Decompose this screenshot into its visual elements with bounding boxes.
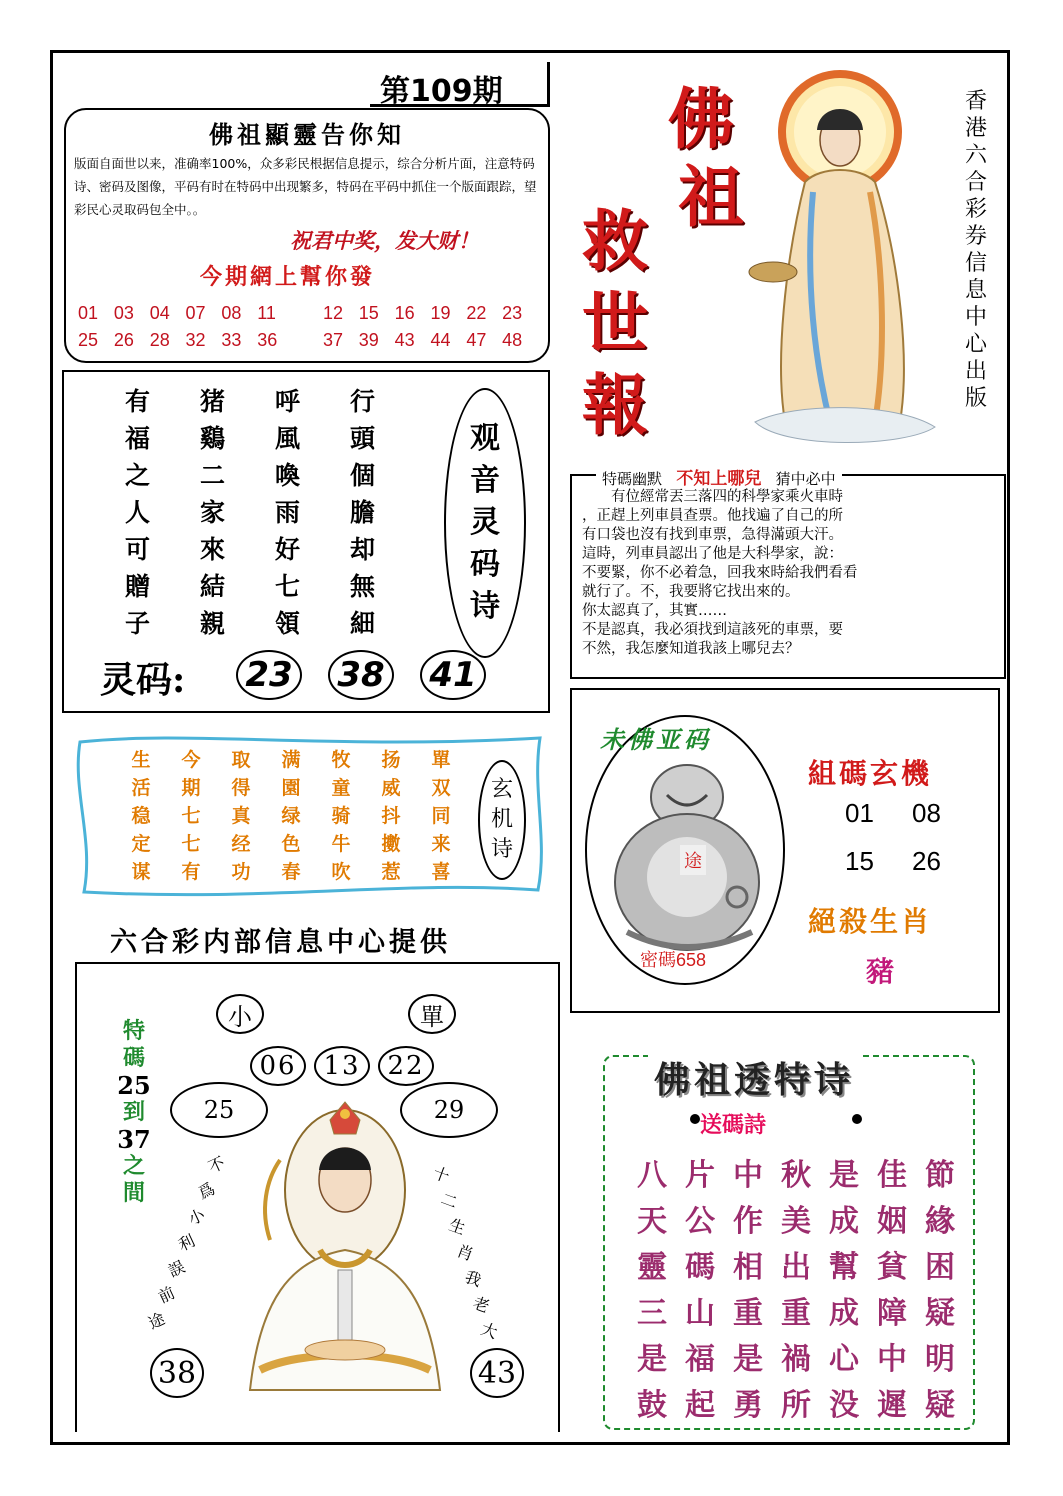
parity-oval: 單 xyxy=(408,994,456,1034)
publisher-char: 六 xyxy=(964,143,987,168)
number: 15 xyxy=(358,303,379,323)
poem-char: 天 xyxy=(637,1204,667,1239)
poem-char: 有 xyxy=(181,861,201,883)
bullet-icon xyxy=(690,1114,700,1124)
poem-char: 猪 xyxy=(199,387,225,416)
poem-char: 却 xyxy=(349,535,375,564)
poem-char: 成 xyxy=(829,1204,859,1239)
humor-line: 這時，列車員認出了他是大科學家，說： xyxy=(582,546,843,562)
poem-char: 靈 xyxy=(637,1250,667,1285)
masthead-line1 xyxy=(668,80,744,236)
poem-char: 家 xyxy=(199,498,225,527)
humor-title: 不知上哪兒 xyxy=(676,469,762,489)
phrase-char: 生 xyxy=(446,1215,468,1239)
poem-char: 惹 xyxy=(381,861,401,883)
phrase-char: 大 xyxy=(478,1319,500,1343)
phrase-char: 誤 xyxy=(165,1256,188,1281)
special-number: 43 xyxy=(470,1348,524,1398)
special-char: 到 xyxy=(122,1099,145,1125)
poem-char: 经 xyxy=(231,833,251,855)
special-range-start: 25 xyxy=(117,1071,151,1100)
label-char: 音 xyxy=(470,463,500,498)
poem-char: 領 xyxy=(274,609,300,638)
poem-char: 取 xyxy=(231,749,251,771)
number: 08 xyxy=(221,303,242,323)
number-row-2 xyxy=(78,330,538,351)
lingma-number: 23 xyxy=(236,650,302,700)
phrase-char: 爲 xyxy=(195,1178,218,1203)
phrase-char: 肖 xyxy=(454,1241,476,1265)
masthead-char: 世 xyxy=(582,284,648,362)
publisher-char: 中 xyxy=(964,305,987,330)
phrase-char: 不 xyxy=(205,1152,228,1177)
poem-char: 呼 xyxy=(274,387,300,416)
poem-char: 功 xyxy=(231,861,251,883)
label-char: 诗 xyxy=(490,837,513,862)
publisher-char: 香 xyxy=(964,89,987,114)
poem-char: 威 xyxy=(381,777,401,799)
phrase-char: 老 xyxy=(470,1293,492,1317)
poem-char: 来 xyxy=(431,833,451,855)
number: 25 xyxy=(78,330,99,350)
poem-char: 禍 xyxy=(781,1342,811,1377)
poem-char: 二 xyxy=(199,461,225,490)
label-char: 灵 xyxy=(470,505,500,540)
poem-char: 子 xyxy=(124,609,150,638)
number: 28 xyxy=(149,330,170,350)
poem-char: 谋 xyxy=(131,861,151,883)
buddha-stamp: 途 xyxy=(680,845,706,875)
poem-char: 出 xyxy=(781,1250,811,1285)
combo-title: 組碼玄機 xyxy=(808,757,933,790)
masthead-char: 祖 xyxy=(678,158,744,236)
publisher-char: 合 xyxy=(964,170,987,195)
poem-char: 美 xyxy=(781,1204,811,1239)
poem-char: 人 xyxy=(124,498,150,527)
poem-char: 期 xyxy=(181,777,201,799)
song-subtitle: 送碼詩 xyxy=(700,1112,767,1138)
lingma-label: 灵码: xyxy=(100,659,186,701)
poem-char: 成 xyxy=(829,1296,859,1331)
poem-char: 中 xyxy=(733,1158,763,1193)
poem-char: 有 xyxy=(124,387,150,416)
label-char: 码 xyxy=(470,547,500,582)
xuanji-poem-label xyxy=(478,760,526,880)
guanyin-standing-illustration xyxy=(735,62,950,452)
poem-char: 明 xyxy=(925,1342,955,1377)
poem-char: 是 xyxy=(733,1342,763,1377)
poem-char: 重 xyxy=(733,1296,763,1331)
publisher-char: 版 xyxy=(964,386,987,411)
poem-char: 作 xyxy=(733,1204,763,1239)
right-vertical-phrase xyxy=(430,1165,498,1347)
poem-char: 稳 xyxy=(131,805,151,827)
number: 43 xyxy=(394,330,415,350)
poem-char: 七 xyxy=(181,805,201,827)
poem-char: 結 xyxy=(199,572,225,601)
song-title: 佛祖透特诗 xyxy=(648,1052,860,1103)
poem-char: 福 xyxy=(685,1342,715,1377)
poem-char: 細 xyxy=(349,609,375,638)
poem-char: 佳 xyxy=(877,1158,907,1193)
poem-char: 節 xyxy=(925,1158,955,1193)
special-char: 間 xyxy=(122,1180,145,1206)
poem-char: 親 xyxy=(199,609,225,638)
notice-body: 版面自面世以来，准确率100%，众多彩民根据信息提示，综合分析片面，注意特码诗、密码及图像，平码有时在特码中出现繁多，特码在平码中抓住一个版面跟踪，望彩民心灵取码包全中。。 xyxy=(74,156,537,217)
label-char: 诗 xyxy=(470,589,500,624)
phrase-char: 前 xyxy=(155,1282,178,1307)
combo-number: 08 xyxy=(912,798,941,828)
label-char: 玄 xyxy=(490,777,513,802)
poem-char: 單 xyxy=(431,749,451,771)
number: 33 xyxy=(221,330,242,350)
poem-char: 是 xyxy=(829,1158,859,1193)
poem-char: 八 xyxy=(637,1158,667,1193)
poem-char: 牛 xyxy=(331,833,351,855)
poem-char: 公 xyxy=(685,1204,715,1239)
publisher-char: 券 xyxy=(964,224,987,249)
number: 48 xyxy=(502,330,523,350)
poem-char: 園 xyxy=(281,777,301,799)
number: 04 xyxy=(149,303,170,323)
poem-char: 中 xyxy=(877,1342,907,1377)
net-title: 今期網上幫你發 xyxy=(200,264,376,290)
poem-char: 童 xyxy=(331,777,351,799)
poem-char: 没 xyxy=(829,1388,859,1423)
number: 37 xyxy=(322,330,343,350)
phrase-char: 二 xyxy=(438,1189,460,1213)
publisher-char: 彩 xyxy=(964,197,987,222)
special-number: 06 xyxy=(250,1046,306,1086)
poem-char: 心 xyxy=(829,1342,859,1377)
poem-char: 定 xyxy=(131,833,151,855)
poem-char: 三 xyxy=(637,1296,667,1331)
special-number: 13 xyxy=(314,1046,370,1086)
poem-char: 是 xyxy=(637,1342,667,1377)
xuanji-poem-grid xyxy=(116,745,466,885)
poem-char: 片 xyxy=(685,1158,715,1193)
publisher-char: 心 xyxy=(964,332,987,357)
poem-char: 重 xyxy=(781,1296,811,1331)
combo-number: 15 xyxy=(845,846,874,876)
poem-char: 疑 xyxy=(925,1388,955,1423)
combo-number: 01 xyxy=(845,798,874,828)
poem-char: 障 xyxy=(877,1296,907,1331)
poem-char: 雨 xyxy=(274,498,300,527)
poem-char: 骑 xyxy=(331,805,351,827)
poem-char: 好 xyxy=(274,535,300,564)
poem-char: 同 xyxy=(431,805,451,827)
poem-char: 膽 xyxy=(349,498,375,527)
number: 01 xyxy=(78,303,99,323)
number: 47 xyxy=(466,330,487,350)
phrase-char: 我 xyxy=(462,1267,484,1291)
humor-line: 不是認真，我必須找到這該死的車票，要 xyxy=(582,622,843,638)
poem-char: 姻 xyxy=(877,1204,907,1239)
masthead-char: 報 xyxy=(582,366,648,444)
publisher-char: 港 xyxy=(964,116,987,141)
masthead-char: 救 xyxy=(582,202,648,280)
poem-char: 七 xyxy=(274,572,300,601)
combo-number: 26 xyxy=(912,846,941,876)
number: 16 xyxy=(394,303,415,323)
humor-line: 不要緊，你不必着急，回我來時給我們看看 xyxy=(582,565,858,581)
poem-char: 双 xyxy=(431,777,451,799)
size-oval: 小 xyxy=(216,994,264,1034)
poem-char: 貧 xyxy=(877,1250,907,1285)
poem-char: 山 xyxy=(685,1296,715,1331)
poem-char: 疑 xyxy=(925,1296,955,1331)
wish-text: 祝君中奖，发大财！ xyxy=(290,229,479,253)
poem-char: 鼓 xyxy=(637,1388,667,1423)
special-range-end: 37 xyxy=(117,1125,151,1154)
issue-number: 第109期 xyxy=(380,74,503,109)
humor-line: 就行了。不，我要將它找出來的。 xyxy=(582,584,800,600)
mima-text: 密碼658 xyxy=(640,950,707,970)
buddha-caption: 未佛亚码 xyxy=(600,725,712,754)
masthead-line2 xyxy=(582,200,648,446)
label-char: 观 xyxy=(470,421,500,456)
special-number: 22 xyxy=(378,1046,434,1086)
number-row-1 xyxy=(78,303,538,324)
phrase-char: 小 xyxy=(185,1204,208,1229)
number: 26 xyxy=(113,330,134,350)
poem-char: 今 xyxy=(181,749,201,771)
special-char: 之 xyxy=(122,1153,145,1179)
poem-char: 遲 xyxy=(877,1388,907,1423)
label-char: 机 xyxy=(490,807,513,832)
poem-char: 色 xyxy=(281,833,301,855)
guanyin-seated-illustration xyxy=(230,1100,460,1400)
bullet-icon xyxy=(852,1114,862,1124)
poem-char: 七 xyxy=(181,833,201,855)
poem-char: 起 xyxy=(685,1388,715,1423)
phrase-char: 利 xyxy=(175,1230,198,1255)
special-range-vertical xyxy=(112,1018,156,1207)
number: 36 xyxy=(257,330,278,350)
number: 44 xyxy=(430,330,451,350)
humor-label: 特碼幽默 xyxy=(602,470,663,488)
poem-char: 勇 xyxy=(733,1388,763,1423)
publisher-char: 出 xyxy=(964,359,987,384)
humor-line: 不然，我怎麼知道我該上哪兒去？ xyxy=(582,641,800,657)
special-char: 碼 xyxy=(122,1045,145,1071)
poem-char: 所 xyxy=(781,1388,811,1423)
humor-body xyxy=(582,488,998,659)
guanyin-poem-label xyxy=(444,388,526,658)
number: 22 xyxy=(466,303,487,323)
humor-header xyxy=(596,464,842,489)
poem-char: 活 xyxy=(131,777,151,799)
humor-line: 你太認真了，其實…… xyxy=(582,603,727,619)
kill-zodiac-title: 絕殺生肖 xyxy=(808,905,933,938)
phrase-char: 途 xyxy=(145,1308,168,1333)
poem-char: 抖 xyxy=(381,805,401,827)
kill-zodiac-value: 豬 xyxy=(866,955,895,988)
poem-char: 绿 xyxy=(281,805,301,827)
poem-char: 可 xyxy=(124,535,150,564)
poem-char: 春 xyxy=(281,861,301,883)
number: 23 xyxy=(502,303,523,323)
poem-char: 贈 xyxy=(124,572,150,601)
poem-char: 扬 xyxy=(381,749,401,771)
humor-line: 有口袋也沒有找到車票，急得滿頭大汗。 xyxy=(582,527,843,543)
publisher-char: 息 xyxy=(964,278,987,303)
poem-char: 個 xyxy=(349,461,375,490)
guanyin-poem-grid xyxy=(100,382,420,641)
poem-char: 福 xyxy=(124,424,150,453)
special-number: 29 xyxy=(400,1082,498,1138)
number: 32 xyxy=(185,330,206,350)
poem-char: 碼 xyxy=(685,1250,715,1285)
poem-char: 生 xyxy=(131,749,151,771)
poem-char: 吹 xyxy=(331,861,351,883)
special-number: 25 xyxy=(170,1082,268,1138)
poem-char: 相 xyxy=(733,1250,763,1285)
poem-char: 頭 xyxy=(349,424,375,453)
poem-char: 鷄 xyxy=(199,424,225,453)
lingma-number: 41 xyxy=(420,650,486,700)
poem-char: 風 xyxy=(274,424,300,453)
notice-title: 佛祖顯靈告你知 xyxy=(209,120,405,149)
number: 03 xyxy=(113,303,134,323)
poem-char: 幫 xyxy=(829,1250,859,1285)
humor-line: ，正趕上列車員查票。他找遍了自己的所 xyxy=(582,508,843,524)
poem-char: 满 xyxy=(281,749,301,771)
publisher-vertical xyxy=(958,88,994,412)
poem-char: 行 xyxy=(349,387,375,416)
poem-char: 緣 xyxy=(925,1204,955,1239)
song-poem-grid xyxy=(628,1150,968,1426)
poem-char: 喚 xyxy=(274,461,300,490)
poem-char: 喜 xyxy=(431,861,451,883)
poem-char: 牧 xyxy=(331,749,351,771)
humor-hint: 猜中必中 xyxy=(775,470,836,488)
poem-char: 之 xyxy=(124,461,150,490)
number: 07 xyxy=(185,303,206,323)
poem-char: 來 xyxy=(199,535,225,564)
poem-char: 秋 xyxy=(781,1158,811,1193)
humor-line: 有位經常丟三落四的科學家乘火車時 xyxy=(582,489,843,505)
poem-char: 得 xyxy=(231,777,251,799)
poem-char: 擻 xyxy=(381,833,401,855)
special-char: 特 xyxy=(122,1018,145,1044)
poem-char: 無 xyxy=(349,572,375,601)
poem-char: 真 xyxy=(231,805,251,827)
masthead-char: 佛 xyxy=(668,80,734,158)
publisher-char: 信 xyxy=(964,251,987,276)
number: 12 xyxy=(322,303,343,323)
poem-char: 困 xyxy=(925,1250,955,1285)
number: 19 xyxy=(430,303,451,323)
lingma-number: 38 xyxy=(328,650,394,700)
special-number: 38 xyxy=(150,1348,204,1398)
left-vertical-phrase xyxy=(145,1152,228,1337)
number: 39 xyxy=(358,330,379,350)
provider-text: 六合彩内部信息中心提供 xyxy=(110,927,451,958)
number: 11 xyxy=(257,303,276,323)
phrase-char: 十 xyxy=(430,1163,452,1187)
